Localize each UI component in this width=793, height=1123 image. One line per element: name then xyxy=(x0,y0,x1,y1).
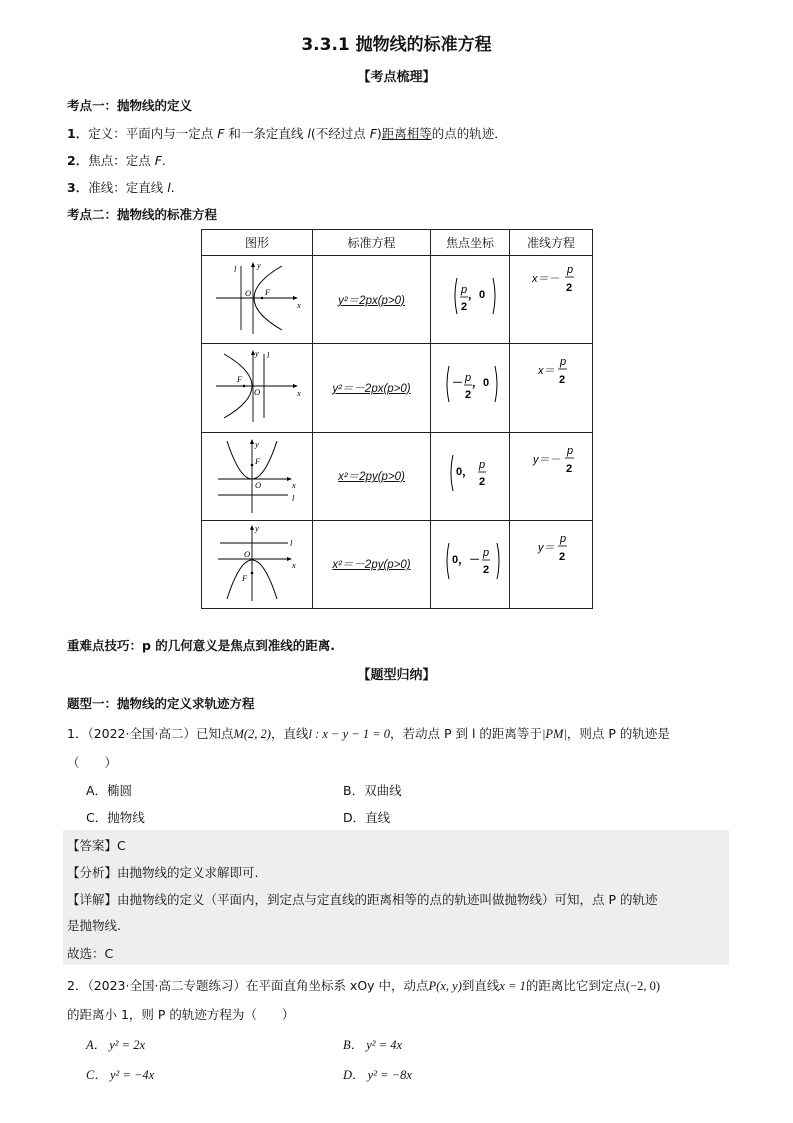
directrix-lhs: x＝ xyxy=(538,365,555,378)
focus-label: F xyxy=(265,287,271,298)
graph-cell xyxy=(202,344,313,432)
focus-label: F xyxy=(242,572,248,583)
page-title: 3.3.1 抛物线的标准方程 xyxy=(301,35,492,55)
origin-label: O xyxy=(244,548,251,559)
y-axis-label: y xyxy=(255,438,259,449)
focus-prefix: 0， xyxy=(456,465,474,478)
directrix-denominator: 2 xyxy=(559,550,566,563)
focus-rest: ，0 xyxy=(468,289,486,302)
q1-option-c[interactable]: C．抛物线 xyxy=(86,810,145,825)
directrix-label: l xyxy=(267,350,270,361)
x-axis-label: x xyxy=(292,559,296,570)
q2-option-c[interactable]: C． y² = −4x xyxy=(86,1068,155,1082)
equation-cell: x²＝－2py(p>0) xyxy=(313,520,431,608)
directrix-label: l xyxy=(290,537,293,548)
focus-rest: ，0 xyxy=(472,377,490,390)
focus-denominator: 2 xyxy=(479,475,486,488)
q1-stem: 1．（2022·全国·高二）已知点M(2, 2)，直线l : x − y − 1 = 0，若动点 P 到 l 的距离等于|PM|，则点 P 的轨迹是 xyxy=(67,726,670,741)
key-tip: 重难点技巧：p 的几何意义是焦点到准线的距离. xyxy=(67,638,336,653)
graph-cell xyxy=(202,520,313,608)
y-axis-label: y xyxy=(255,348,259,359)
origin-label: O xyxy=(245,288,252,299)
table-row xyxy=(202,432,593,520)
table-row xyxy=(202,520,593,608)
focus-numerator: p xyxy=(465,372,472,385)
focus-formula xyxy=(435,523,505,603)
q2-option-d[interactable]: D． y² = −8x xyxy=(343,1068,412,1082)
equation-cell: x²＝2py(p>0) xyxy=(313,432,431,520)
x-axis-label: x xyxy=(297,300,301,311)
focus-cell xyxy=(431,256,510,344)
focus-denominator: 2 xyxy=(465,389,472,402)
directrix-formula xyxy=(516,346,586,426)
kp2-heading: 考点二：抛物线的标准方程 xyxy=(67,207,218,222)
standard-equation-table xyxy=(201,229,593,609)
focus-cell xyxy=(431,520,510,608)
q2-option-a[interactable]: A． y² = 2x xyxy=(86,1038,146,1052)
focus-label: F xyxy=(237,374,243,385)
directrix-numerator: p xyxy=(560,356,567,369)
directrix-numerator: p xyxy=(560,532,567,545)
q1-option-a[interactable]: A．椭圆 xyxy=(86,783,133,798)
directrix-denominator: 2 xyxy=(566,282,573,295)
x-axis-label: x xyxy=(292,479,296,490)
equation-cell: y²＝2px(p>0) xyxy=(313,256,431,344)
q1-option-d[interactable]: D．直线 xyxy=(343,810,391,825)
section-heading-summary: 【考点梳理】 xyxy=(357,70,436,85)
q2-stem-2: 的距离小 1，则 P 的轨迹方程为（ ） xyxy=(67,1007,295,1022)
table-row xyxy=(202,256,593,344)
kp1-heading: 考点一：抛物线的定义 xyxy=(67,98,193,113)
directrix-label: l xyxy=(234,264,237,275)
focus-formula xyxy=(435,435,505,515)
directrix-cell xyxy=(510,344,593,432)
directrix-formula xyxy=(516,523,586,603)
q1-paren: （ ） xyxy=(67,755,118,770)
type1-heading: 题型一：抛物线的定义求轨迹方程 xyxy=(67,696,255,711)
header-equation: 标准方程 xyxy=(313,230,431,256)
focus-cell xyxy=(431,432,510,520)
q2-option-b[interactable]: B． y² = 4x xyxy=(343,1038,403,1052)
focus-cell xyxy=(431,344,510,432)
q2-stem: 2．（2023·全国·高二专题练习）在平面直角坐标系 xOy 中，动点P(x, y)到直线x = 1的距离比它到定点(−2, 0) xyxy=(67,978,660,993)
kp1-directrix: 3．准线：定直线 l. xyxy=(67,180,175,195)
q1-detail-line1: 【详解】由抛物线的定义（平面内，到定点与定直线的距离相等的点的轨迹叫做抛物线）可知，点 P 的轨迹 xyxy=(67,892,658,907)
directrix-numerator: p xyxy=(567,264,574,277)
section-heading-types: 【题型归纳】 xyxy=(357,668,436,683)
focus-formula xyxy=(435,346,505,426)
graph-right-opening xyxy=(212,258,302,338)
table-row xyxy=(202,344,593,432)
focus-denominator: 2 xyxy=(483,563,490,576)
focus-formula xyxy=(435,258,505,338)
focus-prefix: 0，－ xyxy=(452,553,481,566)
header-focus: 焦点坐标 xyxy=(431,230,510,256)
directrix-denominator: 2 xyxy=(566,462,573,475)
x-axis-label: x xyxy=(297,388,301,399)
q1-detail-line2: 是抛物线. xyxy=(67,918,121,933)
graph-left-opening xyxy=(212,346,302,426)
graph-up-opening xyxy=(212,435,302,515)
directrix-lhs: x＝－ xyxy=(532,273,560,286)
directrix-lhs: y＝ xyxy=(538,541,555,554)
y-axis-label: y xyxy=(255,522,259,533)
equation-cell: y²＝－2px(p>0) xyxy=(313,344,431,432)
header-directrix: 准线方程 xyxy=(510,230,593,256)
graph-cell xyxy=(202,256,313,344)
q1-option-b[interactable]: B．双曲线 xyxy=(343,783,402,798)
table-header-row xyxy=(202,230,593,256)
q1-choice: 故选：C xyxy=(67,946,114,961)
directrix-cell xyxy=(510,520,593,608)
origin-label: O xyxy=(254,387,261,398)
focus-numerator: p xyxy=(483,546,490,559)
directrix-lhs: y＝－ xyxy=(533,453,561,466)
header-graph: 图形 xyxy=(202,230,313,256)
focus-numerator: p xyxy=(461,284,468,297)
graph-down-opening xyxy=(212,523,302,603)
directrix-label: l xyxy=(292,492,295,503)
graph-cell xyxy=(202,432,313,520)
focus-numerator: p xyxy=(479,458,486,471)
q1-analysis: 【分析】由抛物线的定义求解即可. xyxy=(67,865,259,880)
origin-label: O xyxy=(255,479,262,490)
directrix-formula xyxy=(516,435,586,515)
q1-answer: 【答案】C xyxy=(67,838,126,853)
directrix-numerator: p xyxy=(567,444,574,457)
focus-denominator: 2 xyxy=(461,301,468,314)
directrix-cell xyxy=(510,256,593,344)
focus-prefix: － xyxy=(452,377,463,390)
y-axis-label: y xyxy=(257,260,261,271)
directrix-cell xyxy=(510,432,593,520)
directrix-denominator: 2 xyxy=(559,374,566,387)
focus-label: F xyxy=(255,455,261,466)
directrix-formula xyxy=(516,258,586,338)
kp1-definition: 1．定义：平面内与一定点 F 和一条定直线 l(不经过点 F)距离相等的点的轨迹． xyxy=(67,126,507,141)
kp1-focus: 2．焦点：定点 F. xyxy=(67,153,166,168)
